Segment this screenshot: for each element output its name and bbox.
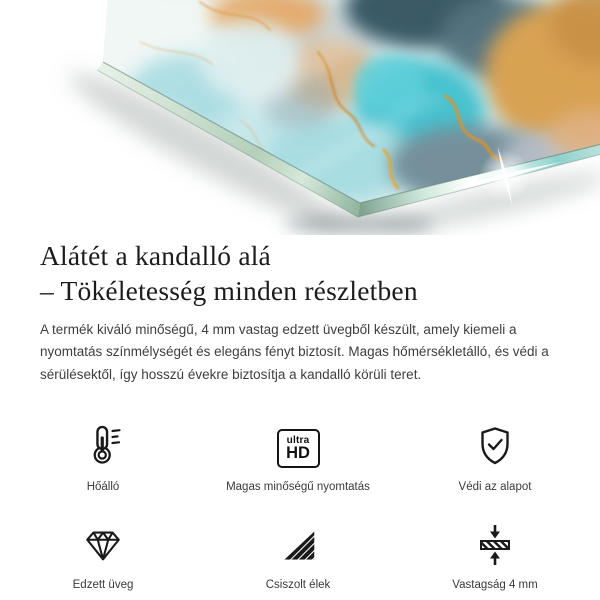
- feature-polished-edges: [166, 520, 430, 592]
- glass-panel-illustration: [0, 0, 600, 235]
- title-line-1: Alátét a kandalló alá: [40, 240, 271, 271]
- thermometer-heat-icon: [81, 422, 125, 468]
- feature-label: Edzett üveg: [72, 579, 134, 592]
- feature-protects-base: [430, 422, 560, 494]
- feature-print-quality: [166, 422, 430, 494]
- thickness-arrows-icon: [473, 520, 517, 566]
- uhd-badge-bottom-text: HD: [286, 444, 310, 463]
- feature-label: Hőálló: [86, 481, 120, 494]
- product-info-section: [0, 238, 600, 592]
- feature-thickness: [430, 520, 560, 592]
- diamond-icon: [81, 520, 125, 566]
- feature-label: Magas minőségű nyomtatás: [226, 481, 370, 494]
- feature-label: Védi az alapot: [458, 481, 532, 494]
- shield-check-icon: [473, 422, 517, 468]
- features-row-2: [40, 520, 560, 592]
- polished-edges-icon: [276, 520, 320, 566]
- product-image: [0, 0, 600, 235]
- feature-heat-resistant: [40, 422, 166, 494]
- feature-label: Csiszolt élek: [265, 579, 331, 592]
- title-line-2: – Tökéletesség minden részletben: [40, 275, 418, 306]
- feature-tempered-glass: [40, 520, 166, 592]
- page-title: [40, 238, 560, 308]
- uhd-badge-top-text: ultra: [286, 435, 310, 447]
- features-row-1: [40, 422, 560, 494]
- features-grid: [40, 422, 560, 592]
- product-description: A termék kiváló minőségű, 4 mm vastag edzett üvegből készült, amely kiemeli a nyomtatás színmélységét és elegáns fényt biztosít. Magas hőmérsékletálló, és védi a sérülésektől, így hosszú évekre biztosítja a kandalló körüli teret.: [40, 322, 549, 382]
- feature-label: Vastagság 4 mm: [452, 579, 538, 592]
- ultra-hd-badge-icon: [277, 422, 320, 468]
